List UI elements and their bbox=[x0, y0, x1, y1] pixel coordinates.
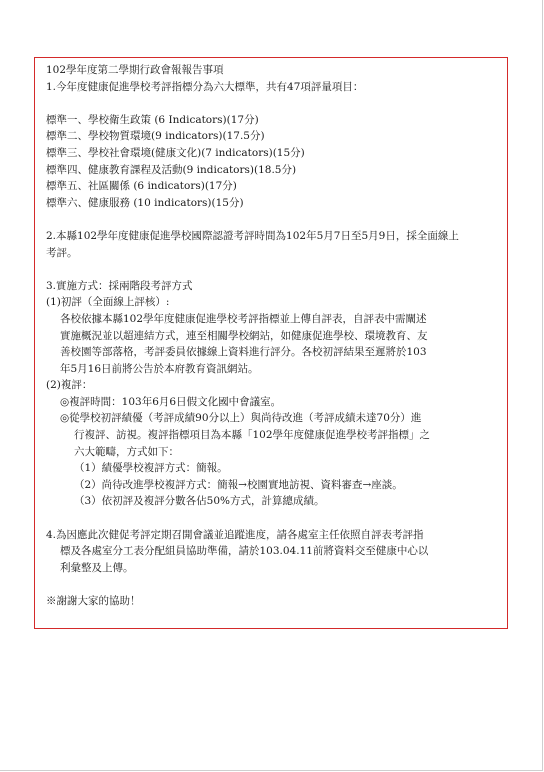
second-review-scope-2: 行複評、訪視。複評指標項目為本縣「102學年度健康促進學校考評指標」之 bbox=[74, 429, 431, 442]
first-review-body-3: 善校園等部落格，考評委員依據線上資料進行評分。各校初評結果至遲將於103 bbox=[60, 346, 427, 359]
report-body bbox=[46, 62, 502, 610]
second-review-title: (2)複評： bbox=[46, 379, 93, 392]
item4-line2: 標及各處室分工表分配組員協助準備，請於103.04.11前將資料交至健康中心以 bbox=[60, 545, 429, 558]
first-review-body-1: 各校依據本縣102學年度健康促進學校考評指標並上傳自評表，自評表中需闡述 bbox=[60, 312, 427, 325]
first-review-body-2: 實施概況並以超連結方式，連至相關學校網站，如健康促進學校、環境教育、友 bbox=[60, 329, 428, 342]
item2-line1: 2.本縣102學年度健康促進學校國際認證考評時間為102年5月7日至5月9日，採全面線上 bbox=[46, 229, 459, 242]
closing-thanks: ※謝謝大家的協助！ bbox=[46, 595, 141, 607]
standard-6: 標準六、健康服務 (10 indicators)(15分) bbox=[46, 196, 244, 209]
standard-3: 標準三、學校社會環境(健康文化)(7 indicators)(15分) bbox=[46, 146, 305, 159]
standard-4: 標準四、健康教育課程及活動(9 indicators)(18.5分) bbox=[46, 163, 297, 176]
item2-line2: 考評。 bbox=[46, 246, 78, 259]
report-heading: 102學年度第二學期行政會報報告事項 bbox=[46, 64, 224, 76]
second-review-time: ◎複評時間：103年6月6日假文化國中會議室。 bbox=[60, 395, 282, 408]
standard-5: 標準五、社區關係 (6 indicators)(17分) bbox=[46, 180, 237, 193]
method-3: （3）依初評及複評分數各佔50%方式，計算總成績。 bbox=[74, 495, 325, 508]
item4-line3: 利彙整及上傳。 bbox=[60, 561, 134, 574]
standard-1: 標準一、學校衛生政策 (6 Indicators)(17分) bbox=[46, 113, 259, 126]
second-review-scope-1: ◎從學校初評績優（考評成績90分以上）與尚待改進（考評成績未達70分）進 bbox=[60, 412, 422, 425]
second-review-scope-3: 六大範疇，方式如下： bbox=[74, 445, 179, 458]
first-review-body-4: 年5月16日前將公告於本府教育資訊網站。 bbox=[60, 362, 259, 375]
first-review-title: (1)初評（全面線上評核）: bbox=[46, 296, 170, 309]
method-2: （2）尚待改進學校複評方式：簡報→校園實地訪視、資料審查→座談。 bbox=[74, 478, 403, 491]
item4-line1: 4.為因應此次健促考評定期召開會議並追蹤進度，請各處室主任依照自評表考評指 bbox=[46, 528, 424, 541]
item3-title: 3.實施方式：採兩階段考評方式 bbox=[46, 279, 193, 292]
method-1: （1）績優學校複評方式：簡報。 bbox=[74, 462, 228, 475]
item1-intro: 1.今年度健康促進學校考評指標分為六大標準，共有47項評量項目： bbox=[46, 80, 364, 93]
standard-2: 標準二、學校物質環境(9 indicators)(17.5分) bbox=[46, 130, 265, 143]
